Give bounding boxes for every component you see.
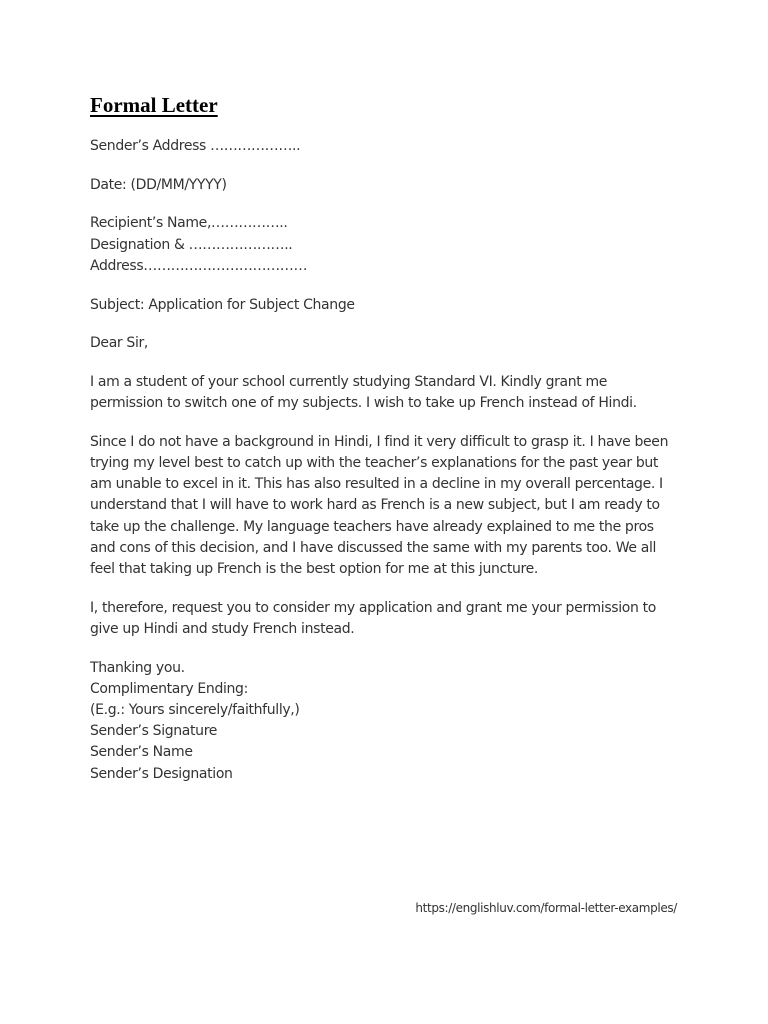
closing-ending-label: Complimentary Ending: [90, 680, 248, 697]
date-block [90, 175, 690, 196]
paragraph-line: I, therefore, request you to consider my application and grant me your permission to [90, 599, 656, 616]
salutation: Dear Sir, [90, 335, 149, 352]
subject-line: Subject: Application for Subject Change [90, 296, 355, 313]
paragraph-line: permission to switch one of my subjects. I wish to take up French instead of Hindi. [90, 395, 637, 412]
paragraph-2 [90, 432, 690, 580]
paragraph-3 [90, 598, 690, 640]
recipient-designation: Designation & ………………….. [90, 236, 293, 253]
recipient-name: Recipient’s Name,…………….. [90, 215, 288, 232]
paragraph-line: trying my level best to catch up with the teacher’s explanations for the past year but [90, 455, 659, 472]
paragraph-line: give up Hindi and study French instead. [90, 620, 355, 637]
closing-ending-example: (E.g.: Yours sincerely/faithfully,) [90, 702, 300, 719]
closing-name: Sender’s Name [90, 744, 193, 761]
closing-thanks: Thanking you. [90, 659, 185, 676]
sender-address: Sender’s Address ……………….. [90, 138, 301, 154]
source-url: https://englishluv.com/formal-letter-examples/ [415, 901, 677, 915]
sender-address-block [90, 136, 690, 157]
date-line: Date: (DD/MM/YYYY) [90, 176, 227, 193]
paragraph-line: and cons of this decision, and I have discussed the same with my parents too. We all [90, 539, 657, 556]
closing-block [90, 658, 690, 785]
paragraph-line: understand that I will have to work hard as French is a new subject, but I am ready to [90, 497, 660, 514]
paragraph-line: I am a student of your school currently studying Standard VI. Kindly grant me [90, 373, 608, 390]
closing-signature: Sender’s Signature [90, 723, 218, 740]
paragraph-line: feel that taking up French is the best option for me at this juncture. [90, 561, 538, 578]
closing-designation: Sender’s Designation [90, 765, 233, 782]
salutation-block [90, 333, 690, 354]
paragraph-line: Since I do not have a background in Hindi, I find it very difficult to grasp it. I have been [90, 433, 669, 450]
letter-body [90, 136, 690, 802]
subject-block [90, 295, 690, 316]
paragraph-line: am unable to excel in it. This has also resulted in a decline in my overall percentage. I [90, 476, 663, 493]
page-title: Formal Letter [90, 93, 218, 117]
recipient-address: Address……………………………… [90, 257, 308, 274]
paragraph-line: take up the challenge. My language teachers have already explained to me the pros [90, 518, 654, 535]
paragraph-1 [90, 372, 690, 414]
recipient-block [90, 213, 690, 277]
